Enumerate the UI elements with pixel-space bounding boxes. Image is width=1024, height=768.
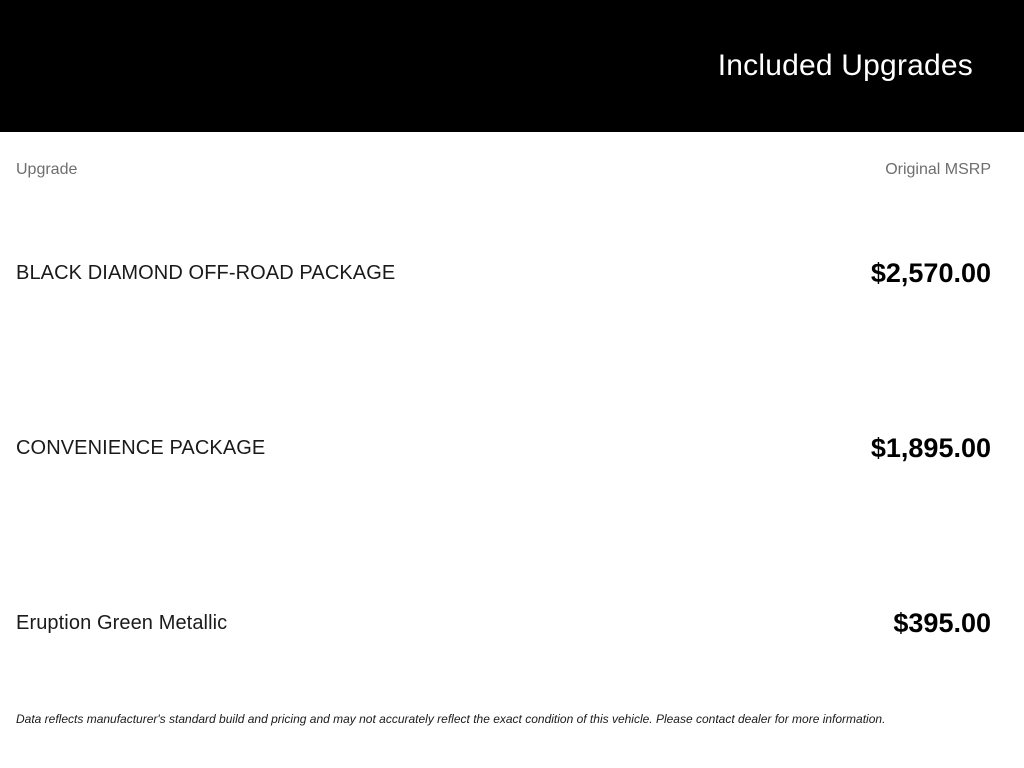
column-header-msrp: Original MSRP (885, 161, 991, 178)
table-column-headers (16, 160, 991, 180)
upgrade-name: Eruption Green Metallic (16, 611, 228, 634)
table-row (16, 608, 991, 638)
upgrade-name: BLACK DIAMOND OFF-ROAD PACKAGE (16, 261, 396, 284)
upgrades-table (0, 160, 1024, 726)
page-header (0, 0, 1024, 132)
upgrade-price: $1,895.00 (870, 432, 991, 463)
table-row (16, 258, 991, 288)
upgrade-name: CONVENIENCE PACKAGE (16, 436, 266, 459)
upgrade-price: $395.00 (893, 607, 991, 638)
table-row (16, 433, 991, 463)
upgrade-price: $2,570.00 (870, 257, 991, 288)
column-header-upgrade: Upgrade (16, 161, 78, 178)
disclaimer-text: Data reflects manufacturer's standard build and pricing and may not accurately reflect the exact condition of this vehicle. Please contact dealer for more information. (16, 712, 886, 726)
page-title: Included Upgrades (717, 49, 973, 82)
